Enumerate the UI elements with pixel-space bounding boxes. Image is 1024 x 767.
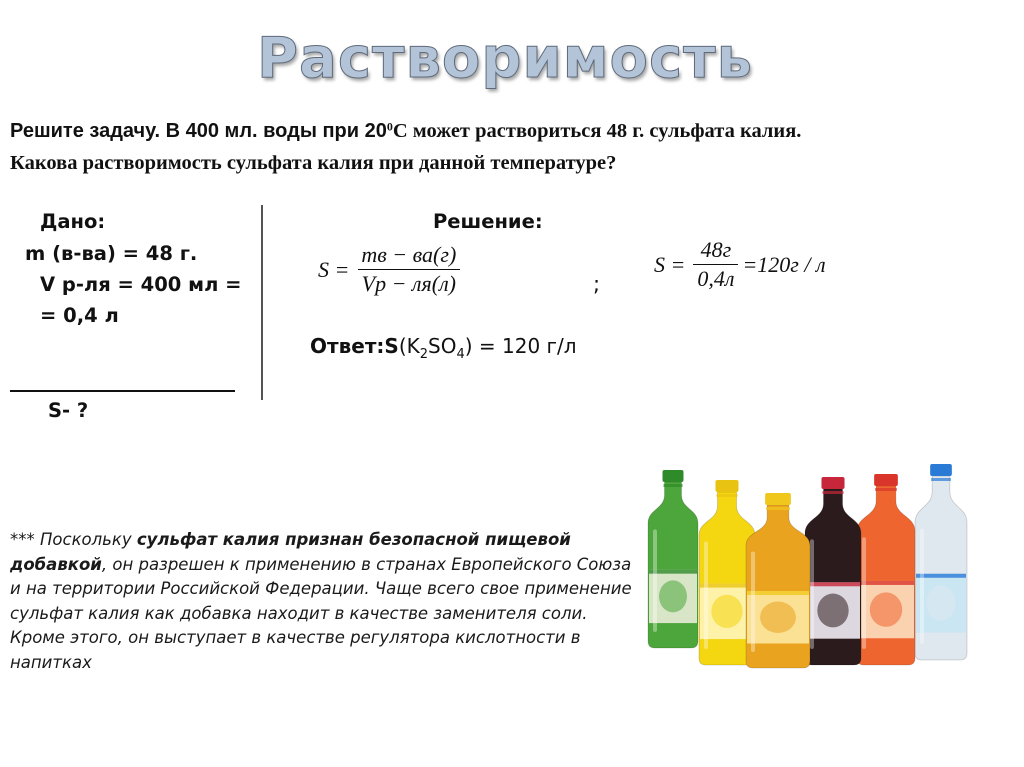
- bottle-cap: [715, 480, 738, 492]
- answer-value: ) = 120 г/л: [464, 334, 577, 358]
- vertical-divider: [261, 205, 263, 400]
- bottle-highlight: [810, 539, 814, 649]
- bottle-highlight: [751, 552, 755, 653]
- bottle-3: [746, 493, 810, 668]
- bottle-label-emblem: [926, 586, 955, 621]
- bottle-label-emblem: [659, 580, 687, 612]
- bottle-cap: [821, 477, 844, 489]
- bottle-neck-ring: [931, 478, 951, 481]
- bottle-4: [805, 477, 861, 665]
- given-heading: Дано:: [40, 210, 106, 233]
- calculation-formula: [654, 238, 826, 291]
- bottle-highlight: [862, 537, 866, 649]
- bottle-6: [915, 464, 967, 660]
- calculation-denominator: 0,4л: [693, 264, 738, 291]
- given-volume-converted: = 0,4 л: [40, 304, 119, 327]
- bottle-cap: [765, 493, 791, 505]
- bottle-highlight: [920, 529, 924, 644]
- bottle-label-stripe: [858, 581, 914, 585]
- answer-label: Ответ:: [310, 334, 385, 358]
- answer-formula-mid: SO: [428, 334, 457, 358]
- bottle-neck-ring: [716, 494, 737, 497]
- bottle-neck-ring: [766, 507, 790, 510]
- solubility-formula: [318, 243, 460, 296]
- calculation-numerator: 48г: [700, 237, 732, 262]
- bottle-label-emblem: [760, 602, 796, 634]
- answer-line: [310, 334, 577, 362]
- problem-question: Какова растворимость сульфата калия при данной температуре?: [10, 152, 617, 174]
- bottle-label-stripe: [806, 582, 860, 586]
- answer-formula-open: (K: [398, 334, 420, 358]
- unknown-to-find: S- ?: [48, 399, 89, 422]
- problem-statement: [10, 116, 1015, 179]
- calculation-result: =120г / л: [742, 251, 826, 277]
- problem-line-1: [10, 116, 1015, 148]
- given-volume: V р-ля = 400 мл =: [40, 273, 242, 296]
- solution-heading: Решение:: [433, 210, 543, 233]
- bottle-neck-ring: [875, 488, 897, 491]
- formula-numerator: mв − ва(г): [361, 242, 457, 267]
- footnote-paragraph: [10, 528, 635, 675]
- formula-lhs: S =: [318, 256, 350, 282]
- bottle-cap: [930, 464, 952, 476]
- calculation-lhs: S =: [654, 251, 686, 277]
- answer-subscript-2: 2: [419, 347, 429, 362]
- answer-symbol: S: [384, 334, 399, 358]
- footnote-body: , он разрешен к применению в странах Европейского Союза и на территории Российской Федерации. Чаще всего свое применение сульфат калия как добавка находит в качестве заменителя соли. Кроме этого, он выступает в качестве регулятора кислотности в напитках: [10, 554, 632, 672]
- slide-title: Растворимость: [256, 26, 754, 91]
- footnote-emphasis: сульфат калия признан безопасной пищевой добавкой: [10, 530, 571, 574]
- bottle-label-emblem: [711, 595, 742, 628]
- problem-line-1-rest: С может раствориться 48 г. сульфата калия.: [392, 120, 802, 142]
- formula-separator: ;: [593, 272, 601, 296]
- soda-bottles-image: [645, 462, 970, 688]
- footnote-prefix: *** Поскольку: [10, 530, 137, 549]
- bottle-highlight: [704, 542, 708, 650]
- degree-superscript: 0: [386, 119, 393, 134]
- bottle-5: [857, 474, 915, 665]
- problem-lead: Решите задачу. В 400 мл. воды при 20: [10, 120, 387, 142]
- bottle-cap: [874, 474, 898, 486]
- bottle-label-emblem: [870, 592, 902, 626]
- formula-fraction: [357, 243, 460, 296]
- bottle-label-emblem: [817, 594, 848, 628]
- calculation-fraction: [693, 238, 738, 291]
- bottle-cap: [663, 470, 684, 482]
- bottle-highlight: [653, 529, 657, 632]
- formula-denominator: Vр − ля(л): [358, 269, 460, 296]
- bottle-label-stripe: [747, 591, 809, 595]
- given-mass: m (в-ва) = 48 г.: [25, 242, 198, 265]
- bottle-1: [648, 470, 698, 648]
- bottle-neck-ring: [822, 491, 843, 494]
- bottle-body: [746, 505, 810, 668]
- given-divider-line: [10, 390, 235, 392]
- answer-subscript-4: 4: [456, 347, 465, 362]
- bottle-neck-ring: [664, 484, 683, 487]
